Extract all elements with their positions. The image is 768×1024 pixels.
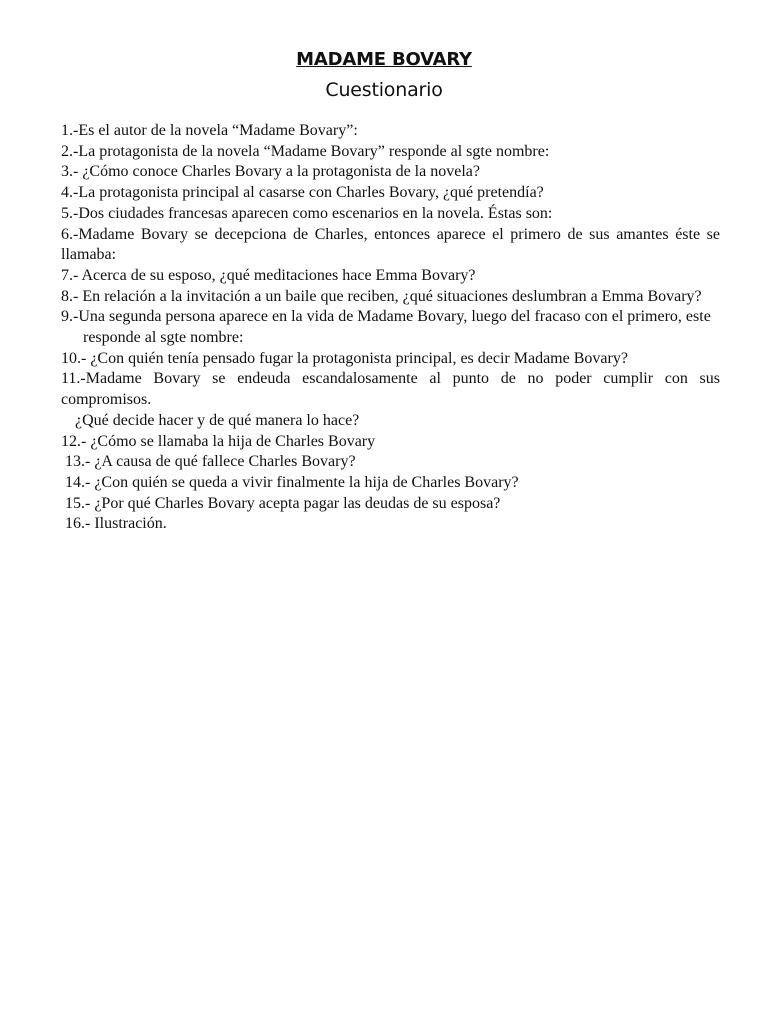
question-14: 14.- ¿Con quién se queda a vivir finalmente la hija de Charles Bovary?: [65, 473, 519, 491]
question-5: 5.-Dos ciudades francesas aparecen como escenarios en la novela. Éstas son:: [61, 204, 553, 222]
question-9: 9.-Una segunda persona aparece en la vida de Madame Bovary, luego del fracaso con el primero, este: [61, 308, 711, 326]
question-2: 2.-La protagonista de la novela “Madame Bovary” responde al sgte nombre:: [61, 142, 550, 160]
question-15: 15.- ¿Por qué Charles Bovary acepta pagar las deudas de su esposa?: [65, 494, 501, 512]
question-8: 8.- En relación a la invitación a un baile que reciben, ¿qué situaciones deslumbran a Emma Bovary?: [61, 287, 702, 305]
question-16: 16.- Ilustración.: [65, 515, 167, 533]
question-10: 10.- ¿Con quién tenía pensado fugar la protagonista principal, es decir Madame Bovary?: [61, 349, 628, 367]
question-list: [61, 121, 720, 535]
question-11-continuation: ¿Qué decide hacer y de qué manera lo hace?: [75, 411, 360, 429]
question-13: 13.- ¿A causa de qué fallece Charles Bovary?: [65, 453, 356, 471]
question-11: 11.-Madame Bovary se endeuda escandalosamente al punto de no poder cumplir con sus compromisos.: [61, 370, 720, 409]
question-4: 4.-La protagonista principal al casarse con Charles Bovary, ¿qué pretendía?: [61, 184, 544, 202]
document-title: MADAME BOVARY: [296, 49, 472, 70]
document-subtitle: Cuestionario: [325, 79, 443, 101]
question-12: 12.- ¿Cómo se llamaba la hija de Charles Bovary: [61, 432, 376, 450]
question-1: 1.-Es el autor de la novela “Madame Bovary”:: [61, 122, 358, 139]
question-3: 3.- ¿Cómo conoce Charles Bovary a la protagonista de la novela?: [61, 163, 480, 181]
question-7: 7.- Acerca de su esposo, ¿qué meditaciones hace Emma Bovary?: [61, 266, 476, 284]
question-9-continuation: responde al sgte nombre:: [83, 329, 244, 347]
question-6: 6.-Madame Bovary se decepciona de Charles, entonces aparece el primero de sus amantes éste se llamaba:: [61, 225, 720, 264]
